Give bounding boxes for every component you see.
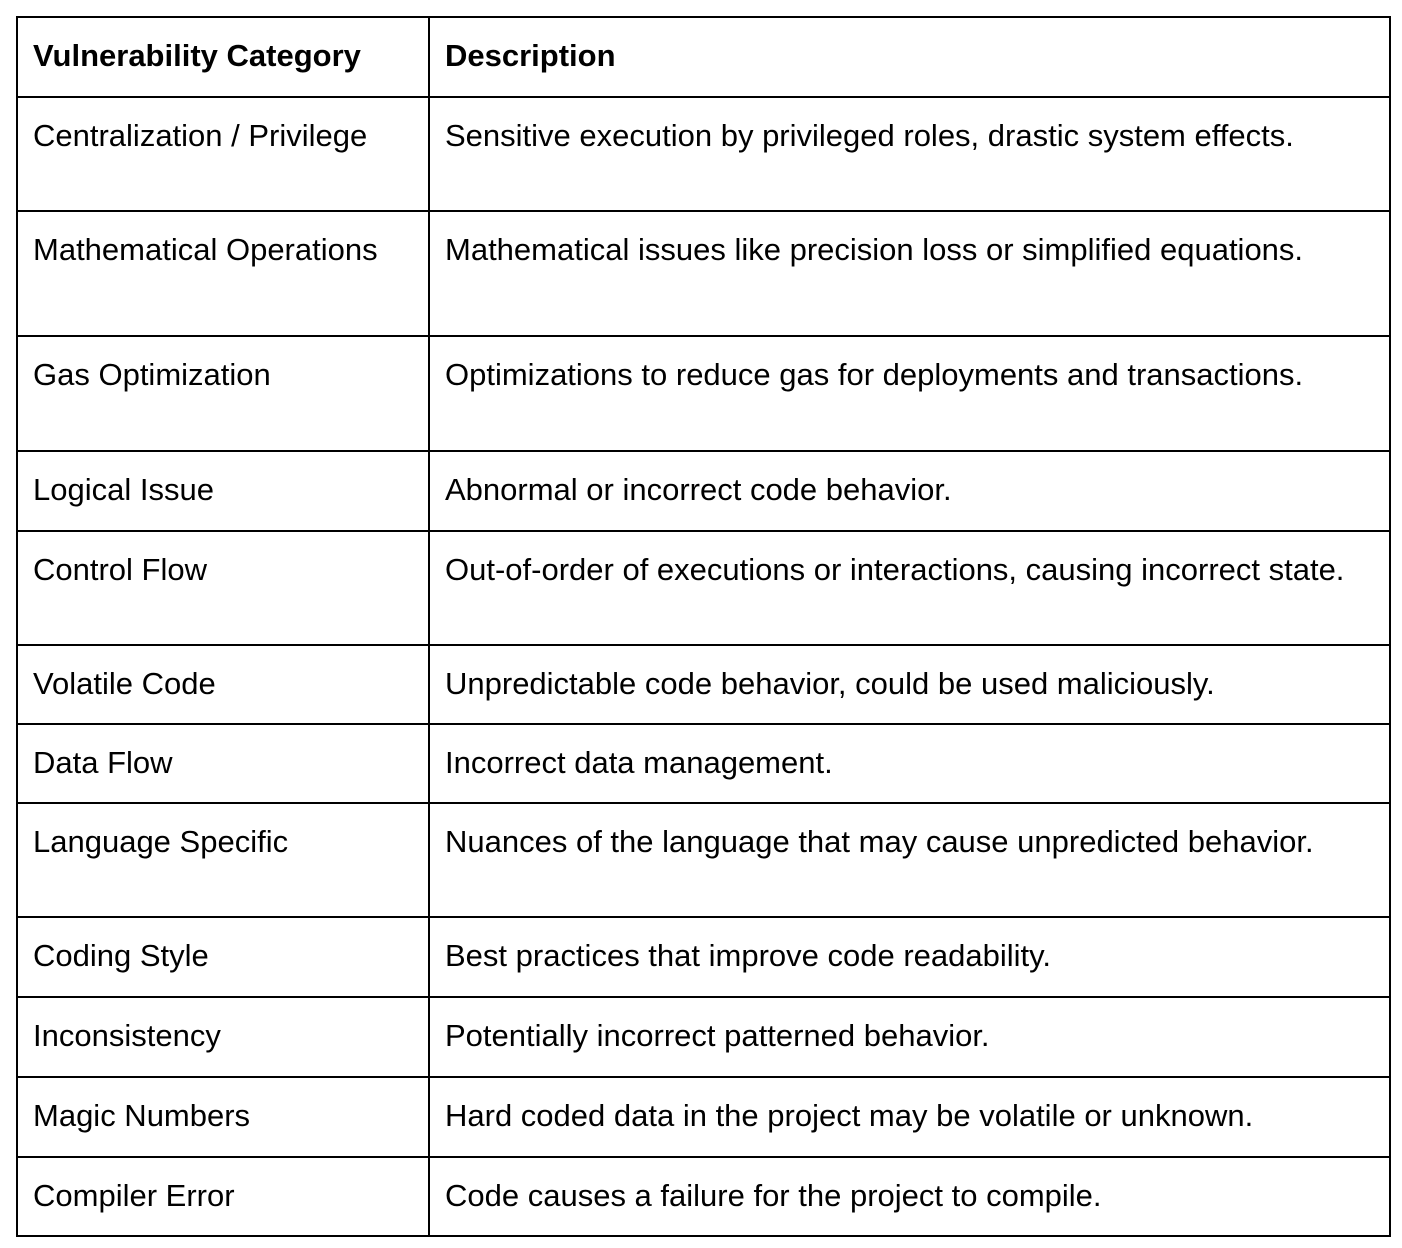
description-cell: Potentially incorrect patterned behavior. — [429, 997, 1390, 1077]
category-cell: Data Flow — [17, 724, 429, 803]
table-row — [17, 724, 1390, 803]
description-cell: Hard coded data in the project may be volatile or unknown. — [429, 1077, 1390, 1157]
description-cell: Best practices that improve code readability. — [429, 917, 1390, 997]
description-cell: Optimizations to reduce gas for deployments and transactions. — [429, 336, 1390, 451]
header-description: Description — [429, 17, 1390, 97]
category-cell: Language Specific — [17, 803, 429, 917]
description-cell: Mathematical issues like precision loss or simplified equations. — [429, 211, 1390, 336]
category-cell: Volatile Code — [17, 645, 429, 724]
category-cell: Logical Issue — [17, 451, 429, 531]
description-cell: Code causes a failure for the project to compile. — [429, 1157, 1390, 1236]
header-row — [17, 17, 1390, 97]
category-cell: Control Flow — [17, 531, 429, 645]
table-row — [17, 997, 1390, 1077]
category-cell: Compiler Error — [17, 1157, 429, 1236]
table-row — [17, 97, 1390, 211]
description-cell: Incorrect data management. — [429, 724, 1390, 803]
table-row — [17, 451, 1390, 531]
category-cell: Coding Style — [17, 917, 429, 997]
category-cell: Magic Numbers — [17, 1077, 429, 1157]
table-row — [17, 803, 1390, 917]
description-cell: Unpredictable code behavior, could be used maliciously. — [429, 645, 1390, 724]
table-row — [17, 917, 1390, 997]
table-row — [17, 531, 1390, 645]
description-cell: Out-of-order of executions or interactions, causing incorrect state. — [429, 531, 1390, 645]
description-cell: Sensitive execution by privileged roles, drastic system effects. — [429, 97, 1390, 211]
header-category: Vulnerability Category — [17, 17, 429, 97]
description-cell: Nuances of the language that may cause unpredicted behavior. — [429, 803, 1390, 917]
category-cell: Mathematical Operations — [17, 211, 429, 336]
category-cell: Inconsistency — [17, 997, 429, 1077]
vulnerability-table — [16, 16, 1391, 1237]
table-row — [17, 1077, 1390, 1157]
table-row — [17, 211, 1390, 336]
table-row — [17, 645, 1390, 724]
table-row — [17, 1157, 1390, 1236]
description-cell: Abnormal or incorrect code behavior. — [429, 451, 1390, 531]
category-cell: Centralization / Privilege — [17, 97, 429, 211]
table-row — [17, 336, 1390, 451]
category-cell: Gas Optimization — [17, 336, 429, 451]
